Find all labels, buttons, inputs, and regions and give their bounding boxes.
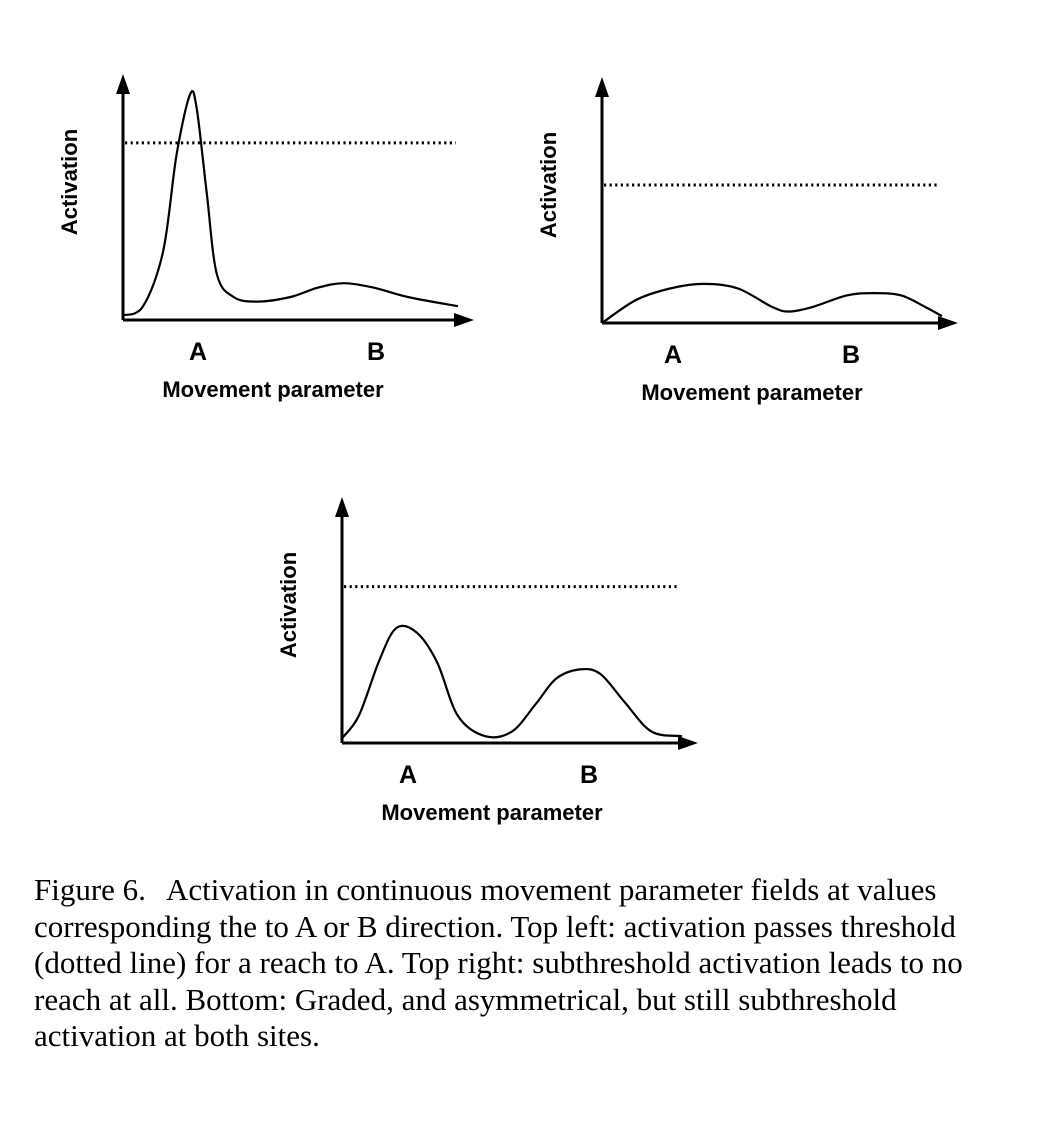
activation-curve xyxy=(123,91,458,315)
y-axis-label: Activation xyxy=(57,128,82,236)
figure-caption-text: Activation in continuous movement parameter fields at values corresponding the to A or B direction. Top left: activation passes threshold (dotted line) for a reach to A. Top right: subthreshold activation leads to no reach at all. Bottom: Graded, and asymmetrical, but still subthreshold activation at both sites. xyxy=(34,872,963,1053)
y-axis-arrow xyxy=(595,77,609,97)
x-tick-label-b: B xyxy=(366,338,386,366)
x-tick-label-b: B xyxy=(579,761,599,789)
chart-top-right xyxy=(520,55,970,415)
chart-bottom xyxy=(260,475,710,835)
figure-caption xyxy=(34,872,996,1055)
x-axis-label: Movement parameter xyxy=(641,380,863,405)
x-axis-arrow xyxy=(678,736,698,750)
y-axis-arrow xyxy=(116,74,130,94)
x-tick-label-b: B xyxy=(841,341,861,369)
chart-panel-top-left xyxy=(40,50,490,410)
y-axis-label: Activation xyxy=(536,131,561,239)
chart-top-left xyxy=(40,50,490,410)
x-tick-label-a: A xyxy=(398,761,418,789)
chart-panel-bottom xyxy=(260,475,710,835)
x-axis-arrow xyxy=(454,313,474,327)
activation-curve xyxy=(602,284,942,323)
x-axis-label: Movement parameter xyxy=(162,377,384,402)
x-tick-label-a: A xyxy=(188,338,208,366)
activation-curve xyxy=(342,626,682,739)
chart-panel-top-right xyxy=(520,55,970,415)
x-axis-label: Movement parameter xyxy=(381,800,603,825)
y-axis-arrow xyxy=(335,497,349,517)
y-axis-label: Activation xyxy=(276,551,301,659)
figure-number: Figure 6. xyxy=(34,872,146,907)
x-tick-label-a: A xyxy=(663,341,683,369)
x-axis-arrow xyxy=(938,316,958,330)
